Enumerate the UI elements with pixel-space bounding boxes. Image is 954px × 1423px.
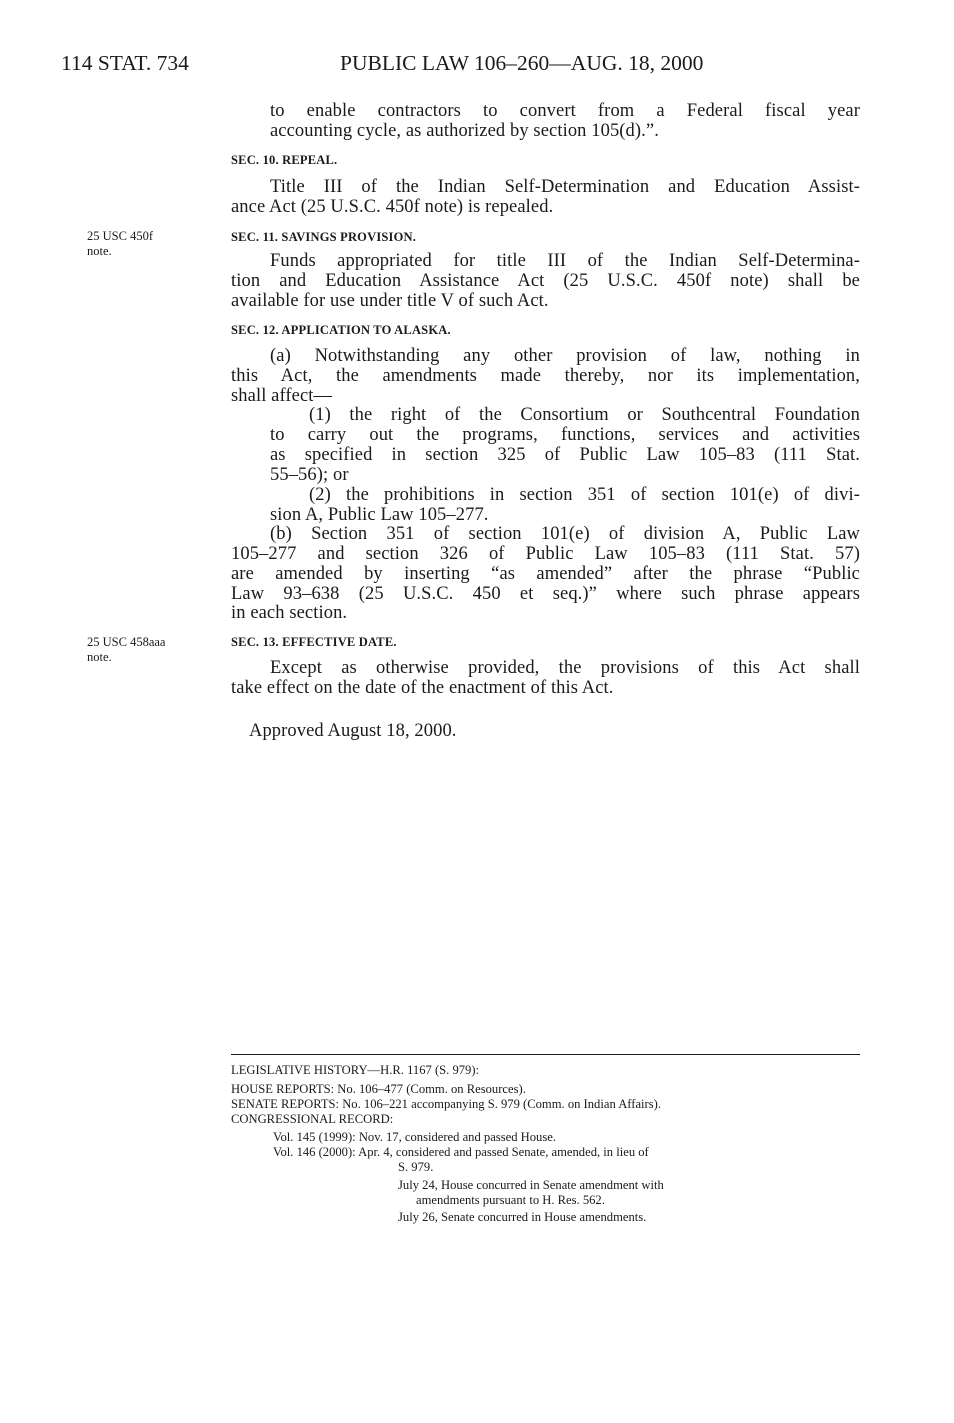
sec-12a-line-3: shall affect—: [231, 386, 333, 406]
margin-note-458aaa: 25 USC 458aaa: [87, 635, 166, 649]
stat-page-number: 114 STAT. 734: [61, 51, 189, 75]
record-vol-146-line-1: Vol. 146 (2000): Apr. 4, considered and passed Senate, amended, in lieu of: [273, 1145, 649, 1159]
sec-12b-line-2: 105–277 and section 326 of Public Law 105–83 (111 Stat. 57): [231, 544, 860, 564]
sec-12b-line-1: (b) Section 351 of section 101(e) of division A, Public Law: [270, 524, 860, 544]
sec-13-heading: SEC. 13. EFFECTIVE DATE.: [231, 635, 397, 649]
margin-note-458aaa-note: note.: [87, 650, 112, 664]
legislative-history-rule: [231, 1054, 860, 1055]
record-july-24-line-2: amendments pursuant to H. Res. 562.: [416, 1193, 605, 1207]
sec-12-heading: SEC. 12. APPLICATION TO ALASKA.: [231, 323, 451, 337]
sec-12a-line-2: this Act, the amendments made thereby, nor its implementation,: [231, 366, 860, 386]
sec-10-line-1: Title III of the Indian Self-Determination and Education Assist-: [270, 177, 860, 197]
public-law-header: PUBLIC LAW 106–260—AUG. 18, 2000: [340, 51, 704, 75]
sec-12a1-line-1: (1) the right of the Consortium or Southcentral Foundation: [309, 405, 860, 425]
sec-12a-line-1: (a) Notwithstanding any other provision of law, nothing in: [270, 346, 860, 366]
sec-12b-line-3: are amended by inserting “as amended” after the phrase “Public: [231, 564, 860, 584]
congressional-record-label: CONGRESSIONAL RECORD:: [231, 1112, 394, 1126]
sec-11-heading: SEC. 11. SAVINGS PROVISION.: [231, 230, 417, 244]
legislative-history-title: LEGISLATIVE HISTORY—H.R. 1167 (S. 979):: [231, 1063, 480, 1077]
sec-10-line-2: ance Act (25 U.S.C. 450f note) is repealed.: [231, 197, 554, 217]
sec-12b-line-4: Law 93–638 (25 U.S.C. 450 et seq.)” where such phrase appears: [231, 584, 860, 604]
sec-12a2-line-2: sion A, Public Law 105–277.: [270, 505, 489, 525]
sec-12a1-line-3: as specified in section 325 of Public Law 105–83 (111 Stat.: [270, 445, 860, 465]
sec-10-heading: SEC. 10. REPEAL.: [231, 153, 338, 167]
margin-note-450f: 25 USC 450f: [87, 229, 153, 243]
record-july-26: July 26, Senate concurred in House amendments.: [398, 1210, 647, 1224]
sec-13-line-1: Except as otherwise provided, the provisions of this Act shall: [270, 658, 860, 678]
senate-reports: SENATE REPORTS: No. 106–221 accompanying S. 979 (Comm. on Indian Affairs).: [231, 1097, 661, 1111]
approval-line: Approved August 18, 2000.: [249, 721, 457, 741]
sec-11-line-1: Funds appropriated for title III of the Indian Self-Determina-: [270, 251, 860, 271]
carryover-line-1: to enable contractors to convert from a Federal fiscal year: [270, 101, 860, 121]
sec-12a2-line-1: (2) the prohibitions in section 351 of section 101(e) of divi-: [309, 485, 860, 505]
record-vol-145: Vol. 145 (1999): Nov. 17, considered and passed House.: [273, 1130, 556, 1144]
sec-11-line-2: tion and Education Assistance Act (25 U.S.C. 450f note) shall be: [231, 271, 860, 291]
sec-12b-line-5: in each section.: [231, 603, 348, 623]
house-reports: HOUSE REPORTS: No. 106–477 (Comm. on Resources).: [231, 1082, 526, 1096]
sec-11-line-3: available for use under title V of such Act.: [231, 291, 549, 311]
sec-12a1-line-4: 55–56); or: [270, 465, 349, 485]
carryover-line-2: accounting cycle, as authorized by section 105(d).”.: [270, 121, 659, 141]
sec-12a1-line-2: to carry out the programs, functions, services and activities: [270, 425, 860, 445]
record-july-24-line-1: July 24, House concurred in Senate amendment with: [398, 1178, 664, 1192]
margin-note-450f-note: note.: [87, 244, 112, 258]
sec-13-line-2: take effect on the date of the enactment of this Act.: [231, 678, 614, 698]
record-vol-146-line-2: S. 979.: [398, 1160, 434, 1174]
